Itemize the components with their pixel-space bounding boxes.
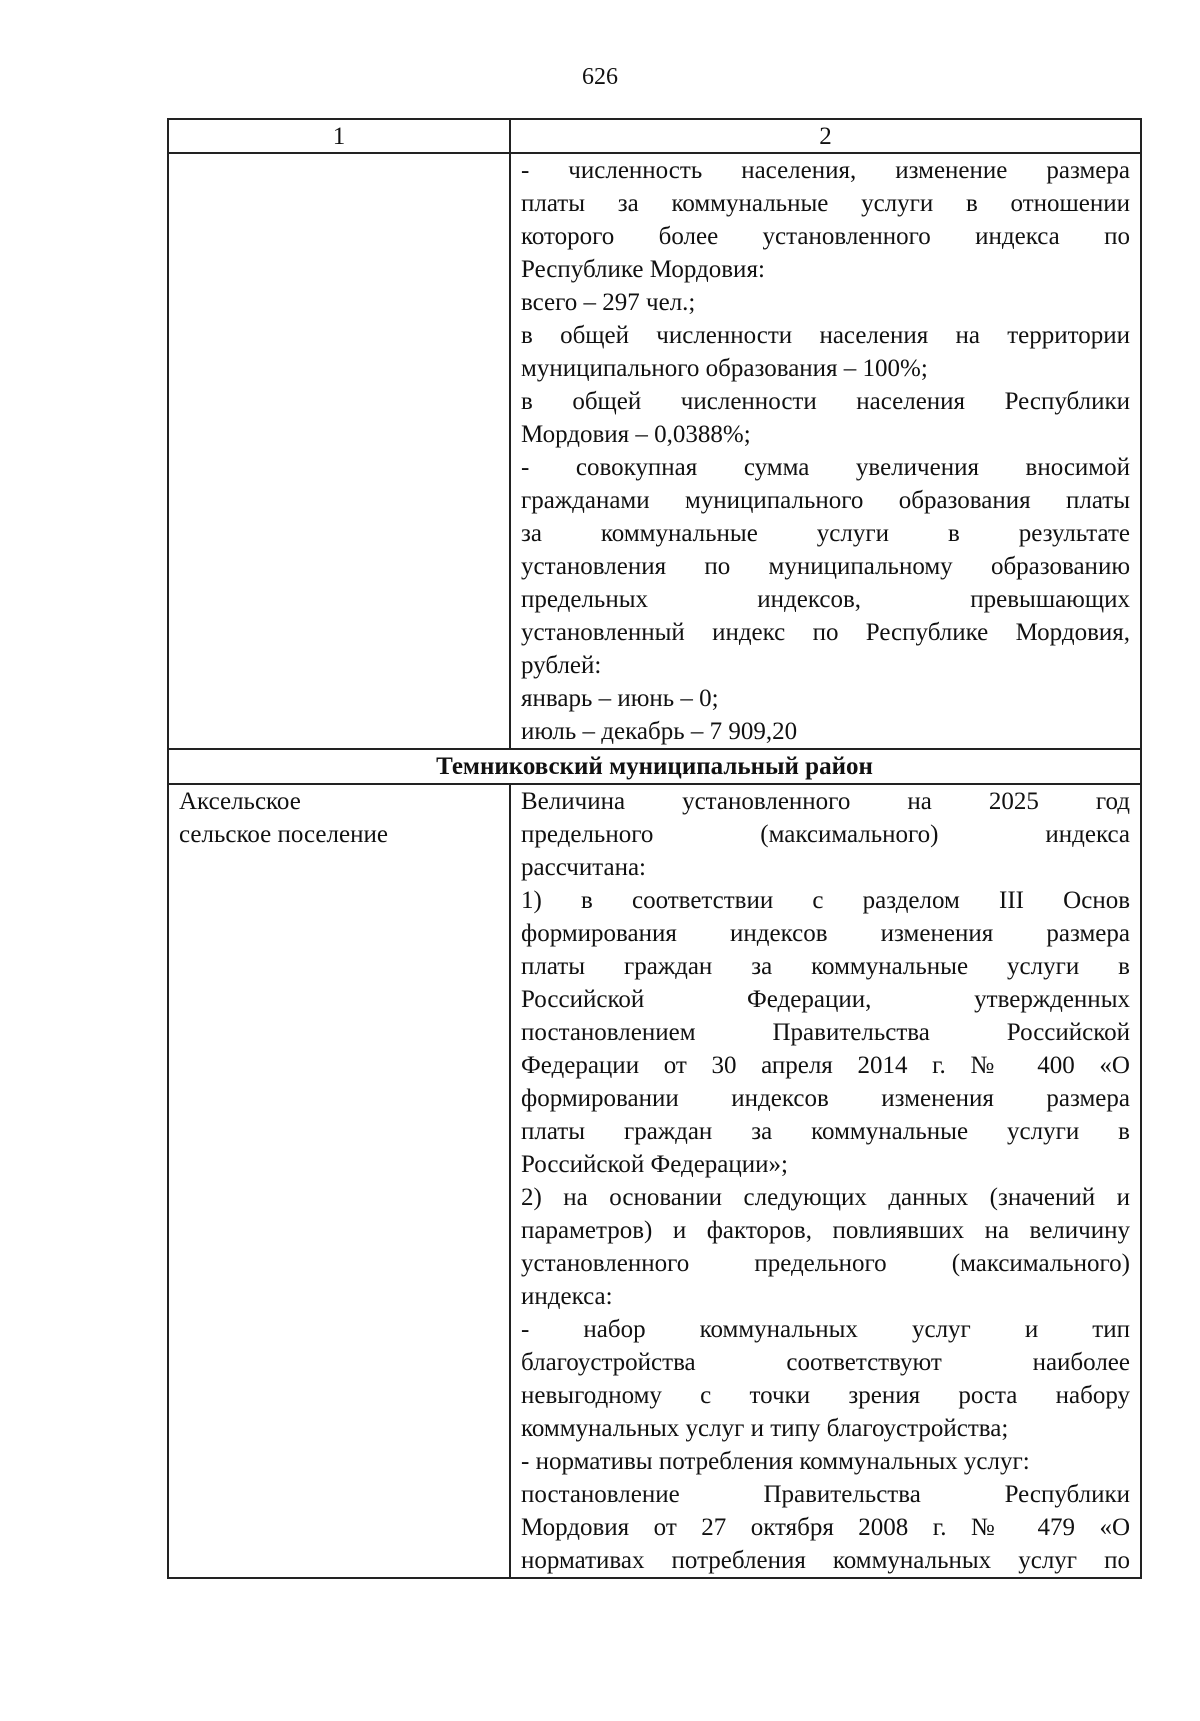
- settlement-description-cell: [510, 784, 1141, 1578]
- column-number-2: 2: [510, 119, 1141, 153]
- continuation-text-line: установления по муниципальному образованию: [521, 553, 1130, 580]
- settlement-description-line: Российской Федерации»;: [521, 1151, 788, 1178]
- continuation-text-line: установленный индекс по Республике Мордовия,: [521, 619, 1130, 646]
- settlement-description-line: постановлением Правительства Российской: [521, 1019, 1130, 1046]
- continuation-text-cell: [510, 153, 1141, 749]
- settlement-description-line: - нормативы потребления коммунальных услуг:: [521, 1448, 1030, 1475]
- settlement-description-line: предельного (максимального) индекса: [521, 821, 1130, 848]
- settlement-description-line: 2) на основании следующих данных (значений и: [521, 1184, 1130, 1211]
- continuation-text-line: январь – июнь – 0;: [521, 685, 719, 712]
- settlement-description-line: рассчитана:: [521, 854, 646, 881]
- continuation-text-line: за коммунальные услуги в результате: [521, 520, 1130, 547]
- continuation-text-line: рублей:: [521, 652, 602, 679]
- continuation-text-line: Республике Мордовия:: [521, 256, 765, 283]
- settlement-description-line: Величина установленного на 2025 год: [521, 788, 1130, 815]
- page-number: 626: [582, 64, 618, 90]
- settlement-description-line: - набор коммунальных услуг и тип: [521, 1316, 1130, 1343]
- settlement-name-cell: [168, 784, 510, 1578]
- settlement-name-line: сельское поселение: [179, 821, 388, 848]
- column-number-1: 1: [168, 119, 510, 153]
- table-row-continuation: [168, 153, 1141, 749]
- settlement-name-line: Аксельское: [179, 788, 301, 815]
- settlement-description-line: формирования индексов изменения размера: [521, 920, 1130, 947]
- continuation-text-line: муниципального образования – 100%;: [521, 355, 928, 382]
- settlement-description-line: благоустройства соответствуют наиболее: [521, 1349, 1130, 1376]
- continuation-text-line: гражданами муниципального образования платы: [521, 487, 1130, 514]
- settlement-description-line: 1) в соответствии с разделом III Основ: [521, 887, 1130, 914]
- continuation-text-line: - совокупная сумма увеличения вносимой: [521, 454, 1130, 481]
- settlement-description-line: платы граждан за коммунальные услуги в: [521, 1118, 1130, 1145]
- section-header-row: [168, 749, 1141, 784]
- continuation-text-line: Мордовия – 0,0388%;: [521, 421, 751, 448]
- table-header-row: [168, 119, 1141, 153]
- table-row-settlement: [168, 784, 1141, 1578]
- settlement-description-line: формировании индексов изменения размера: [521, 1085, 1130, 1112]
- district-title: Темниковский муниципальный район: [168, 749, 1141, 784]
- continuation-text-line: в общей численности населения на территории: [521, 322, 1130, 349]
- continuation-text-line: платы за коммунальные услуги в отношении: [521, 190, 1130, 217]
- continuation-text-line: - численность населения, изменение размера: [521, 157, 1130, 184]
- empty-cell: [168, 153, 510, 749]
- settlement-description-line: индекса:: [521, 1283, 613, 1310]
- settlement-description-line: платы граждан за коммунальные услуги в: [521, 953, 1130, 980]
- settlement-description-line: невыгодному с точки зрения роста набору: [521, 1382, 1130, 1409]
- settlement-description-line: Федерации от 30 апреля 2014 г. № 400 «О: [521, 1052, 1130, 1079]
- settlement-description-line: Российской Федерации, утвержденных: [521, 986, 1130, 1013]
- continuation-text-line: в общей численности населения Республики: [521, 388, 1130, 415]
- settlement-description-line: нормативах потребления коммунальных услуг по: [521, 1547, 1130, 1574]
- document-table: [167, 118, 1142, 1579]
- continuation-text-line: предельных индексов, превышающих: [521, 586, 1130, 613]
- continuation-text-line: которого более установленного индекса по: [521, 223, 1130, 250]
- settlement-description-line: параметров) и факторов, повлиявших на величину: [521, 1217, 1130, 1244]
- settlement-description-line: коммунальных услуг и типу благоустройства;: [521, 1415, 1009, 1442]
- continuation-text-line: всего – 297 чел.;: [521, 289, 696, 316]
- settlement-description-line: постановление Правительства Республики: [521, 1481, 1130, 1508]
- settlement-description-line: установленного предельного (максимального): [521, 1250, 1130, 1277]
- settlement-description-line: Мордовия от 27 октября 2008 г. № 479 «О: [521, 1514, 1130, 1541]
- continuation-text-line: июль – декабрь – 7 909,20: [521, 718, 798, 745]
